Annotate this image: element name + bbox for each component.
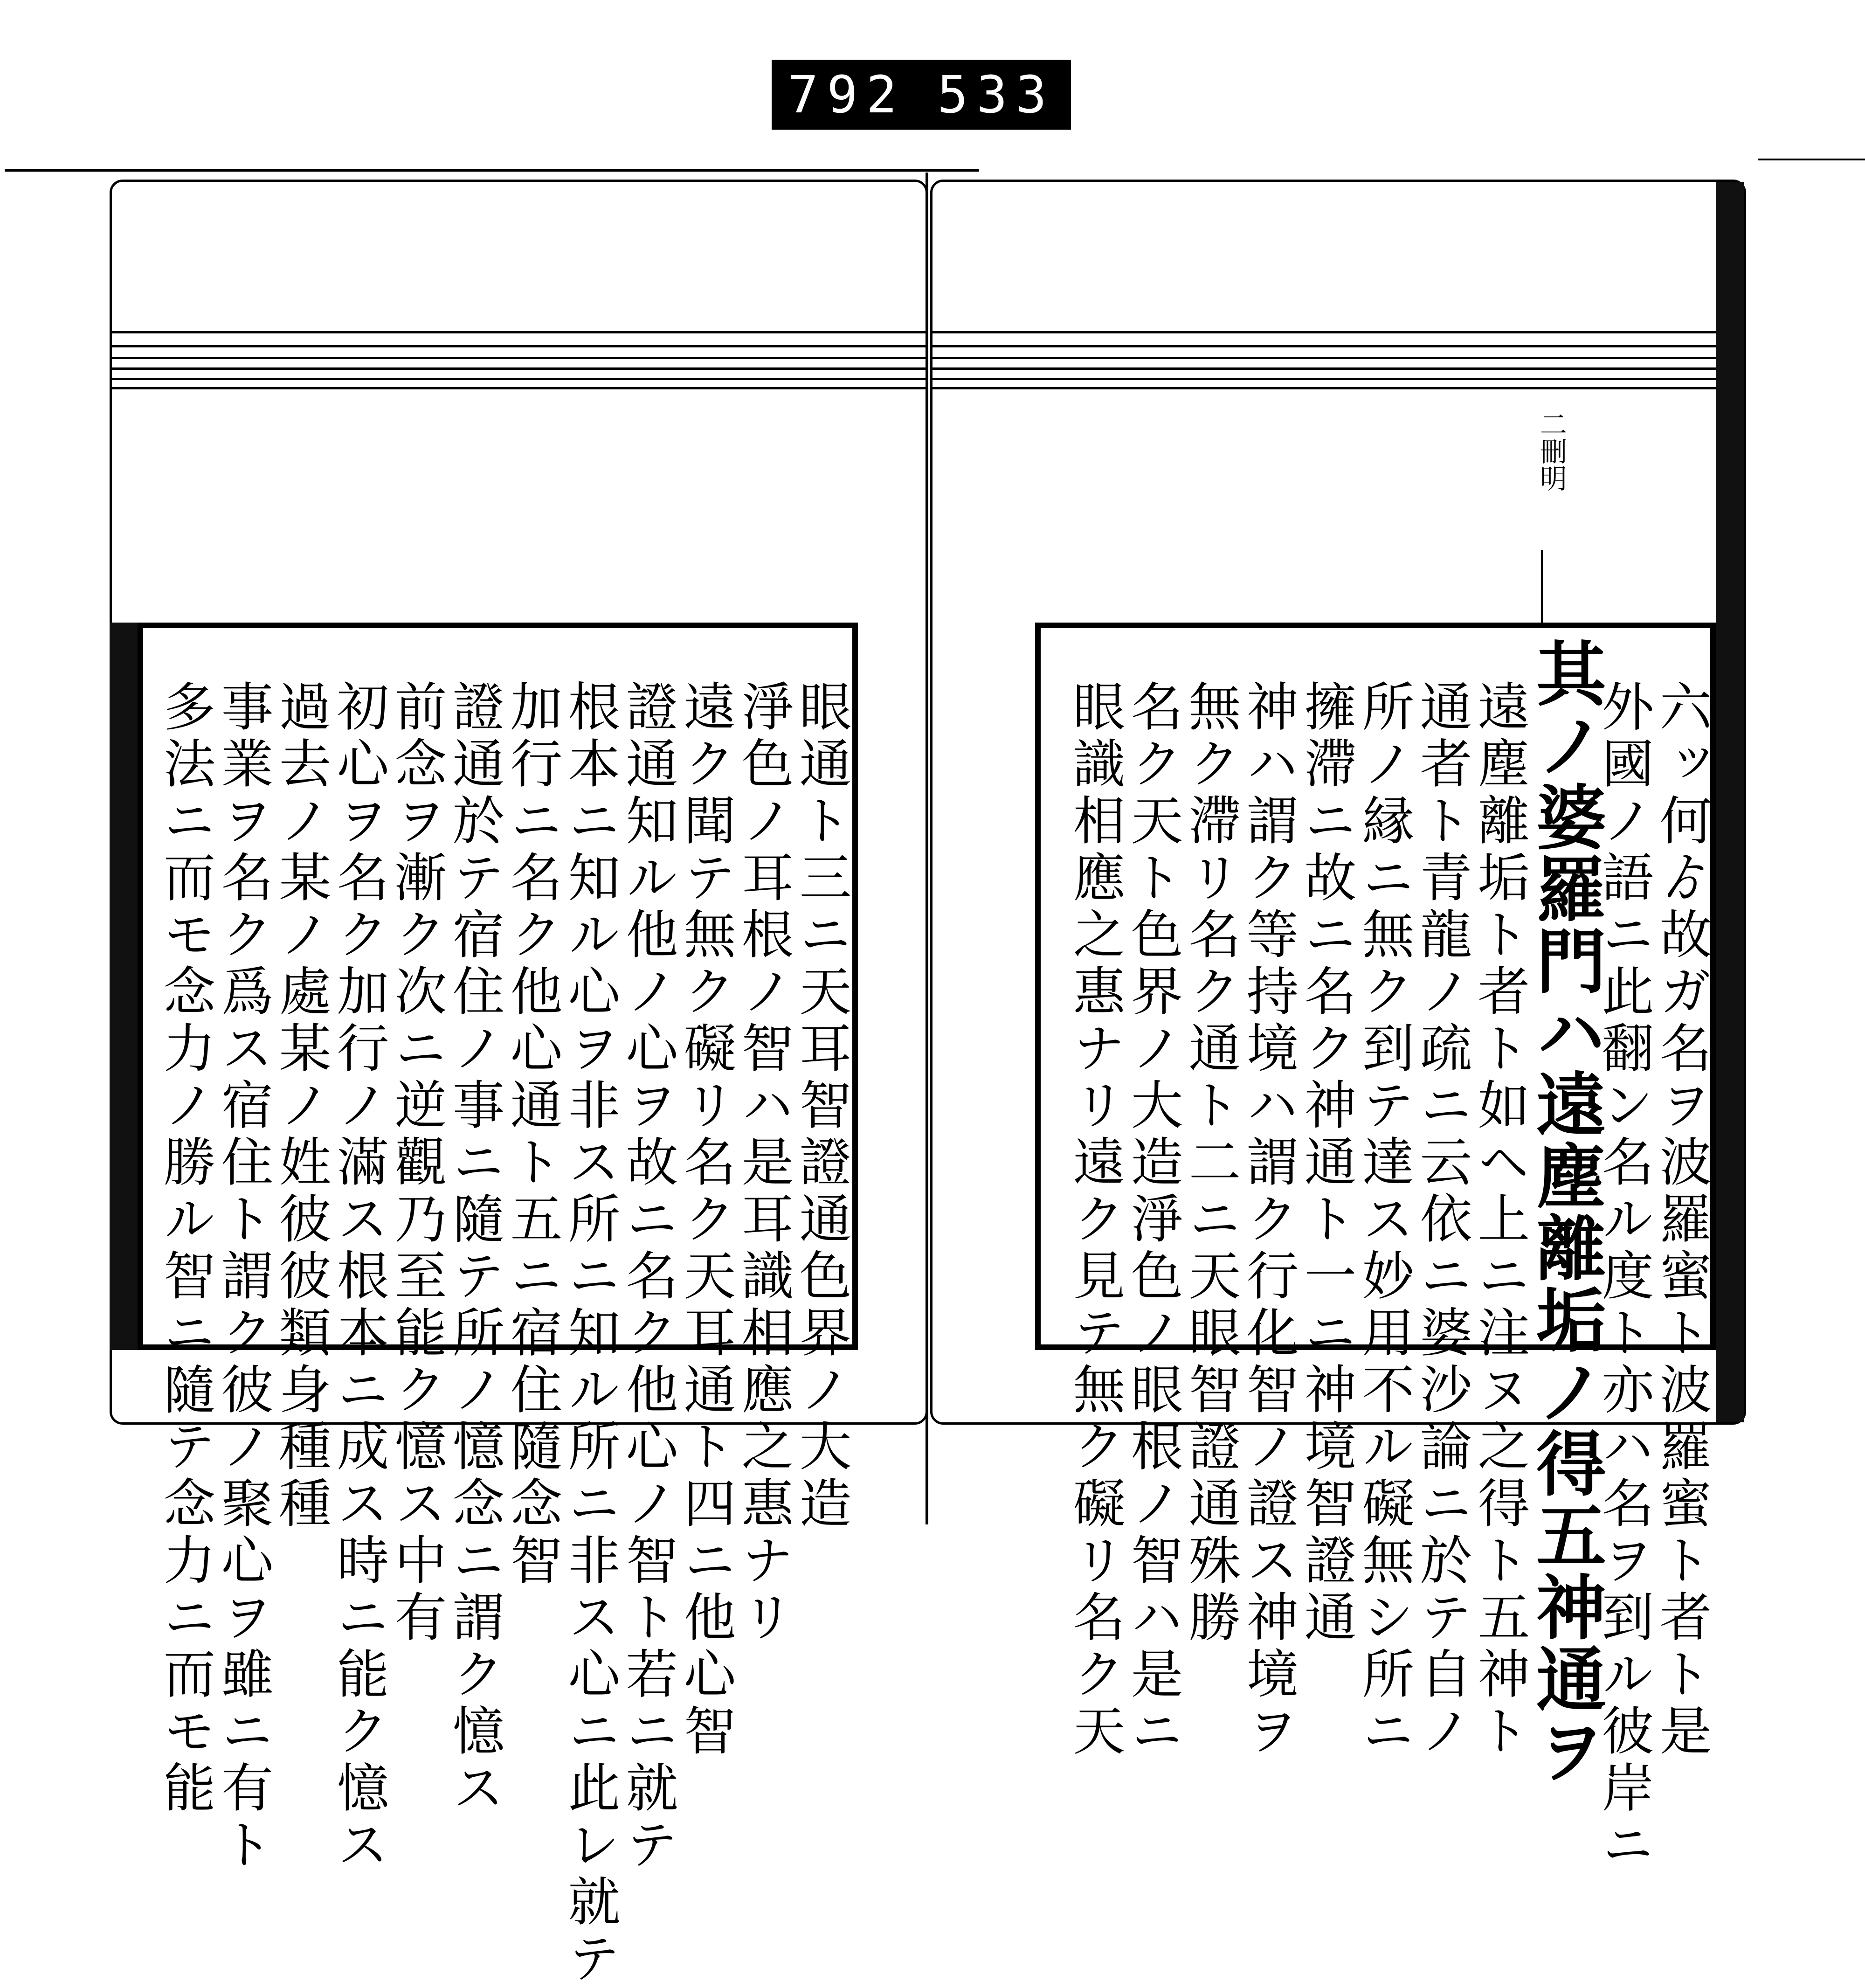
- right-text-block: [1035, 623, 1716, 1874]
- top-rule-right: [1758, 159, 1865, 160]
- text-column: 擁滯ニ故ニ名ク神通ト一ニ神境智證通: [1296, 679, 1356, 1647]
- top-rule-left: [5, 169, 979, 172]
- catalog-number-right: 533: [937, 65, 1055, 125]
- left-page-edge: [110, 623, 138, 1350]
- right-page-band-line: [932, 331, 1744, 333]
- right-page-band-line: [932, 345, 1744, 347]
- left-text-block: [138, 623, 858, 1988]
- text-column: 過去ノ某ノ處某ノ姓彼彼類身種種: [270, 679, 331, 1533]
- right-page-band-line: [932, 367, 1744, 370]
- right-page-band-line: [932, 357, 1744, 359]
- text-column: 前念ヲ漸ク次ニ逆觀乃至能ク憶ス中有: [386, 679, 447, 1647]
- left-page-band-line: [112, 345, 926, 347]
- text-column: 證通於テ宿住ノ事ニ隨テ所ノ憶念ニ謂ク憶ス: [444, 679, 504, 1817]
- left-page-band-line: [112, 331, 926, 333]
- left-page-band-line: [112, 367, 926, 370]
- right-page-band-line: [932, 378, 1744, 380]
- text-column: 外國ノ語ニ此翻ン名ル度ト亦ハ名ヲ到ル彼岸ニ: [1593, 679, 1654, 1874]
- text-column: 加行ニ名ク他心通ト五ニ宿住隨念智: [502, 679, 562, 1590]
- left-page-band-line: [112, 387, 926, 389]
- text-column: 通者ト青龍ノ疏ニ云依ニ婆沙論ニ於テ自ノ: [1411, 679, 1472, 1760]
- right-text-columns: [1045, 637, 1712, 1874]
- text-column: 所ノ縁ニ無ク到テ達ス妙用不ル礙無シ所ニ: [1354, 679, 1414, 1760]
- left-page-band-line: [112, 378, 926, 380]
- catalog-number-label: [772, 60, 1071, 130]
- text-column: 淨色ノ耳根ノ智ハ是耳識相應之惠ナリ: [733, 679, 794, 1647]
- text-column: 事業ヲ名ク爲ス宿住ト謂ク彼ノ聚心ヲ雖ニ有ト: [213, 679, 273, 1874]
- text-column: 遠塵離垢ト者ト如ヘ上ニ注ヌ之得ト五神ト: [1469, 679, 1530, 1760]
- section-heading: 其ノ婆羅門ハ遠塵離垢ノ得五神通ヲ: [1524, 637, 1606, 1787]
- right-page-band-line: [932, 387, 1744, 389]
- text-column: 無ク滯リ名ク通ト二ニ天眼智證通殊勝: [1180, 679, 1241, 1647]
- text-column: 根本ニ知ル心ヲ非ス所ニ知ル所ニ非ス心ニ此レ就テ: [560, 679, 620, 1988]
- left-text-columns: [148, 679, 851, 1988]
- text-column: 多法ニ而モ念力ノ勝ル智ニ隨テ念力ニ而モ能: [155, 679, 215, 1817]
- center-gutter: [926, 173, 928, 1524]
- catalog-number-left: 792: [787, 65, 905, 125]
- text-column: 名ク天ト色界ノ大造淨色ノ眼根ノ智ハ是ニ: [1122, 679, 1183, 1760]
- right-page-edge: [1716, 182, 1744, 1422]
- text-column: 眼識相應之惠ナリ遠ク見テ無ク礙リ名ク天: [1064, 679, 1125, 1760]
- margin-note: 二刪明: [1535, 410, 1567, 492]
- right-page: [930, 180, 1746, 1874]
- text-column: 六ッ何ゟ故ガ名ヲ波羅蜜ト波羅蜜ト者ト是: [1651, 679, 1712, 1760]
- left-page-band-line: [112, 357, 926, 359]
- text-column: 神ハ謂ク等持境ハ謂ク行化智ノ證ス神境ヲ: [1238, 679, 1299, 1760]
- text-column: 眼通ト三ニ天耳智證通色界ノ大造: [791, 679, 851, 1533]
- left-page: [110, 180, 928, 1988]
- text-column: 證通知ル他ノ心ヲ故ニ名ク他心ノ智ト若ニ就テ: [617, 679, 678, 1874]
- text-column: 遠ク聞テ無ク礙リ名ク天耳通ト四ニ他心智: [675, 679, 736, 1760]
- text-column: 初心ヲ名ク加行ノ滿ス根本ニ成ス時ニ能ク憶ス: [328, 679, 389, 1874]
